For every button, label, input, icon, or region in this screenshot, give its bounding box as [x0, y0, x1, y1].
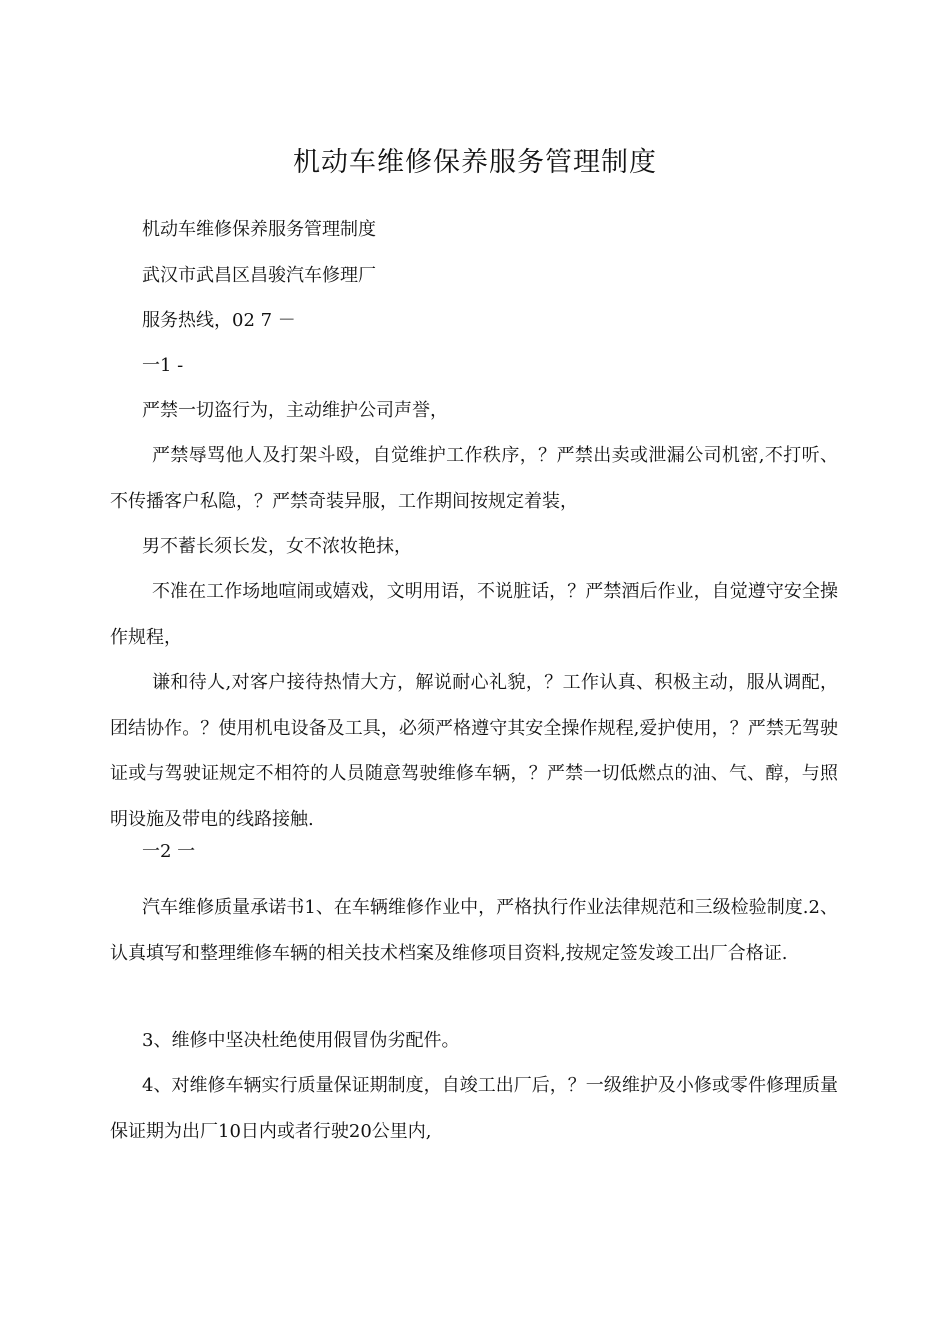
- document-title: 机动车维修保养服务管理制度: [293, 147, 657, 178]
- page-marker-1: 一1 -: [142, 355, 184, 376]
- paragraph-rule-2: 严禁辱骂他人及打架斗殴，自觉维护工作秩序，？严禁出卖或泄漏公司机密,不打听、不传播客户私隐，？严禁奇装异服，工作期间按规定着装，: [110, 445, 838, 512]
- paragraph-commitment-4: 4、对维修车辆实行质量保证期制度，自竣工出厂后，？一级维护及小修或零件修理质量保证期为出厂10日内或者行驶20公里内,: [110, 1075, 838, 1142]
- paragraph-commitment-1-2: 汽车维修质量承诺书1、在车辆维修作业中，严格执行作业法律规范和三级检验制度.2、认真填写和整理维修车辆的相关技术档案及维修项目资料,按规定签发竣工出厂合格证.: [110, 897, 838, 964]
- paragraph-company: 武汉市武昌区昌骏汽车修理厂: [142, 265, 376, 286]
- paragraph-rule-1: 严禁一切盗行为，主动维护公司声誉，: [142, 400, 448, 421]
- paragraph-hotline: 服务热线，02 7 －: [142, 310, 296, 331]
- paragraph-rule-3: 男不蓄长须长发，女不浓妆艳抹，: [142, 536, 412, 557]
- paragraph-subtitle: 机动车维修保养服务管理制度: [142, 219, 376, 240]
- paragraph-rule-4: 不准在工作场地喧闹或嬉戏，文明用语，不说脏话，？严禁酒后作业，自觉遵守安全操作规程，: [110, 581, 838, 648]
- paragraph-rule-5: 谦和待人,对客户接待热情大方，解说耐心礼貌，？工作认真、积极主动，服从调配，团结协作。？使用机电设备及工具，必须严格遵守其安全操作规程,爱护使用，？严禁无驾驶证或与驾驶证规定不相符的人员随意驾驶维修车辆，？严禁一切低燃点的油、气、醇，与照明设施及带电的线路接触.: [110, 672, 838, 830]
- page-marker-2: 一2 一: [142, 841, 196, 862]
- paragraph-commitment-3: 3、维修中坚决杜绝使用假冒伪劣配件。: [142, 1030, 460, 1051]
